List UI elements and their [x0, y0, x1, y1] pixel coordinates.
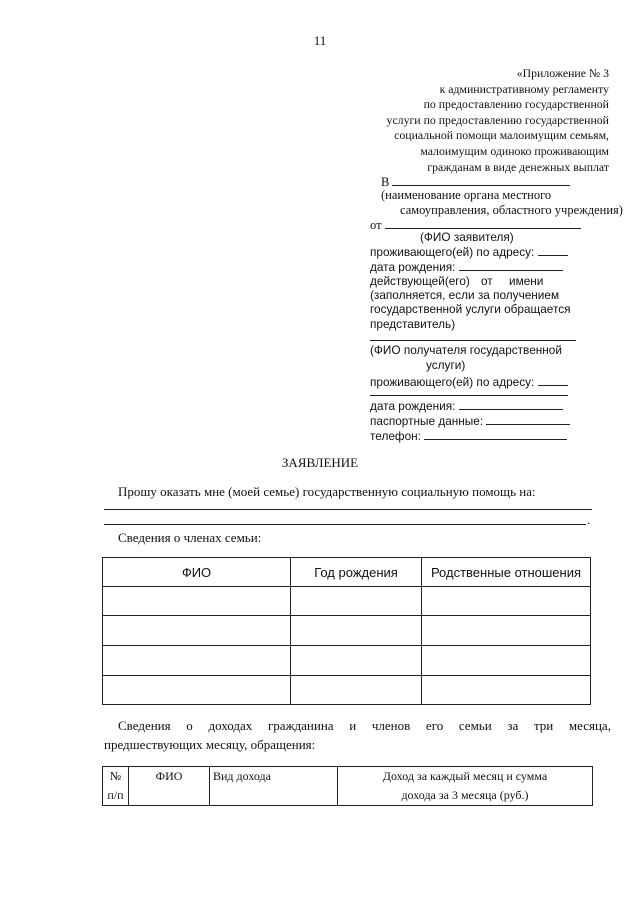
rep-note-1: (заполняется, если за получением	[370, 288, 560, 302]
cell-fio[interactable]	[103, 646, 291, 676]
cell-relation[interactable]	[422, 616, 591, 646]
address-field-1[interactable]	[538, 244, 568, 256]
phone-line: телефон:	[370, 428, 567, 443]
header-income-amount: Доход за каждый месяц и сумма дохода за 3 месяца (руб.)	[338, 767, 593, 806]
cell-relation[interactable]	[422, 587, 591, 616]
request-end-dot: .	[587, 512, 591, 527]
cell-birth-year[interactable]	[291, 587, 422, 616]
header-income-type: Вид дохода	[210, 767, 338, 806]
page-number: 11	[313, 33, 327, 48]
header-fio: ФИО	[103, 558, 291, 587]
cell-relation[interactable]	[422, 676, 591, 705]
income-intro-line-1: Сведения о доходах гражданина и членов его семьи за три месяца,	[118, 718, 611, 733]
acting-line: действующей(его) от имени	[370, 274, 544, 288]
request-field-1[interactable]	[104, 509, 592, 510]
appendix-line: «Приложение № 3	[516, 66, 609, 80]
cell-birth-year[interactable]	[291, 646, 422, 676]
recipient-hint-2: услуги)	[426, 358, 466, 372]
residing-line-1: проживающего(ей) по адресу:	[370, 244, 568, 259]
residing-line-2: проживающего(ей) по адресу:	[370, 374, 568, 389]
birth-date-field-2[interactable]	[459, 398, 563, 410]
to-hint-2: самоуправления, областного учреждения)	[400, 203, 623, 217]
passport-line: паспортные данные:	[370, 413, 570, 428]
request-text: Прошу оказать мне (моей семье) государственную социальную помощь на:	[118, 484, 536, 499]
rep-note-2: государственной услуги обращается	[370, 302, 571, 316]
appendix-line: социальной помощи малоимущим семьям,	[394, 128, 609, 143]
address-continuation-field[interactable]	[370, 395, 568, 396]
table-row	[103, 616, 591, 646]
header-fio: ФИО	[129, 767, 210, 806]
to-hint-1: (наименование органа местного	[381, 188, 552, 202]
appendix-line: к административному регламенту	[439, 81, 609, 96]
cell-birth-year[interactable]	[291, 676, 422, 705]
table-header-row	[103, 558, 591, 587]
income-intro-line-2: предшествующих месяцу, обращения:	[104, 737, 316, 752]
members-heading: Сведения о членах семьи:	[118, 530, 262, 545]
birth-date-line-1: дата рождения:	[370, 259, 563, 274]
members-table	[102, 557, 591, 705]
header-relation: Родственные отношения	[422, 558, 591, 587]
header-birth-year: Год рождения	[291, 558, 422, 587]
table-row	[103, 646, 591, 676]
rep-note-3: представитель)	[370, 317, 456, 331]
birth-date-field-1[interactable]	[459, 259, 563, 271]
appendix-line: малоимущим одиноко проживающим	[420, 143, 609, 158]
appendix-line: по предоставлению государственной	[423, 97, 609, 112]
recipient-name-field[interactable]	[370, 340, 576, 341]
birth-date-line-2: дата рождения:	[370, 398, 563, 413]
cell-birth-year[interactable]	[291, 616, 422, 646]
recipient-hint-1: (ФИО получателя государственной	[370, 343, 562, 357]
header-num: № п/п	[103, 767, 129, 806]
table-header-row	[103, 767, 593, 806]
table-row	[103, 676, 591, 705]
cell-fio[interactable]	[103, 587, 291, 616]
income-table	[102, 766, 593, 806]
phone-field[interactable]	[424, 428, 567, 440]
cell-relation[interactable]	[422, 646, 591, 676]
from-prefix: от	[370, 218, 382, 232]
cell-fio[interactable]	[103, 616, 291, 646]
appendix-line: услуги по предоставлению государственной	[386, 112, 609, 127]
appendix-header	[387, 66, 609, 175]
to-prefix: В	[381, 175, 390, 189]
passport-field[interactable]	[486, 413, 570, 425]
table-row	[103, 587, 591, 616]
request-field-2[interactable]	[104, 524, 586, 525]
from-field[interactable]	[385, 217, 581, 229]
address-field-2[interactable]	[538, 374, 568, 386]
appendix-line: гражданам в виде денежных выплат	[427, 159, 609, 174]
applicant-hint: (ФИО заявителя)	[420, 230, 514, 244]
cell-fio[interactable]	[103, 676, 291, 705]
to-field[interactable]	[392, 174, 570, 186]
statement-title: ЗАЯВЛЕНИЕ	[281, 455, 359, 470]
